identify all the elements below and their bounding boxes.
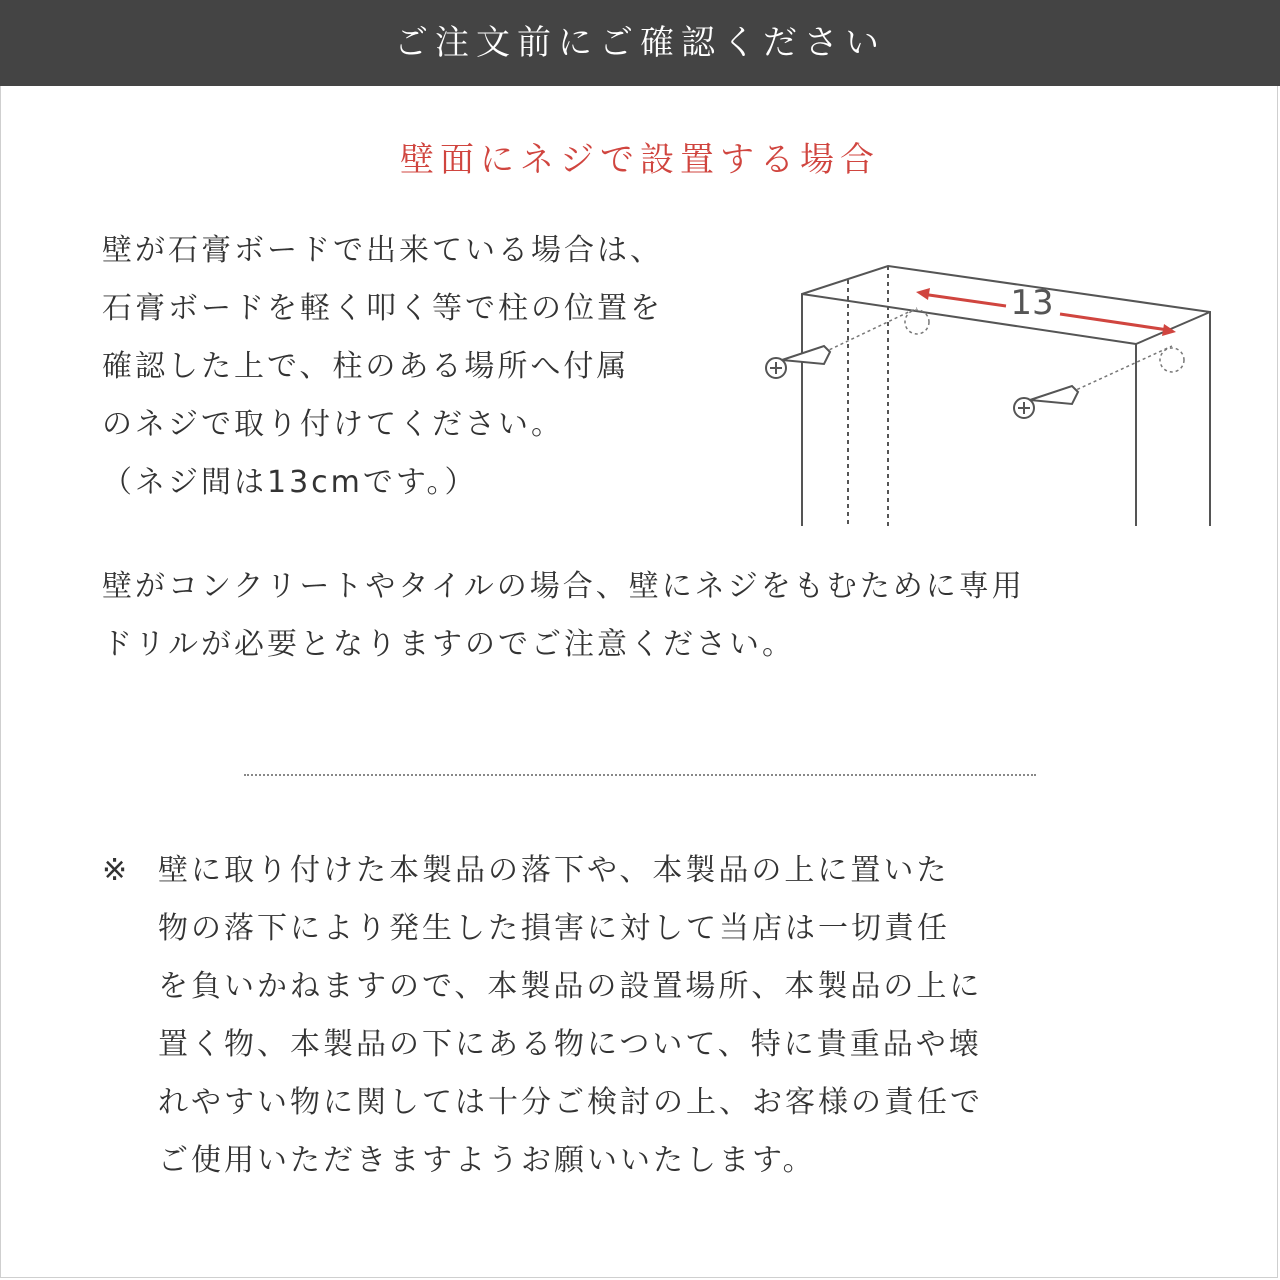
instruction-text [102, 222, 792, 512]
screw-hole-right [1160, 348, 1184, 372]
notice-line: を負いかねますので、本製品の設置場所、本製品の上に [158, 969, 983, 1004]
instruction-line: 壁が石膏ボードで出来ている場合は、 [102, 233, 663, 268]
header-title: ご注文前にご確認ください [394, 23, 886, 63]
concrete-note-line: 壁がコンクリートやタイルの場合、壁にネジをもむために専用 [102, 569, 1025, 604]
screw-hole-left [905, 310, 929, 334]
notice-mark: ※ [102, 853, 128, 888]
concrete-note [102, 558, 1222, 674]
screw-icon-left [766, 346, 830, 378]
header-bar [0, 0, 1280, 86]
dotted-divider [244, 774, 1036, 776]
instruction-line: （ネジ間は13cmです。） [102, 465, 478, 500]
notice-line: 置く物、本製品の下にある物について、特に貴重品や壊 [158, 1027, 982, 1062]
notice-line: れやすい物に関しては十分ご検討の上、お客様の責任で [158, 1085, 983, 1120]
notice-line: 壁に取り付けた本製品の落下や、本製品の上に置いた [158, 853, 950, 888]
liability-notice [158, 842, 1158, 1190]
notice-line: ご使用いただきますようお願いいたします。 [158, 1143, 816, 1178]
instruction-line: のネジで取り付けてください。 [102, 407, 564, 442]
screw-icon-right [1014, 386, 1078, 418]
instruction-line: 確認した上で、柱のある場所へ付属 [102, 349, 630, 384]
instruction-line: 石膏ボードを軽く叩く等で柱の位置を [102, 291, 663, 326]
concrete-note-line: ドリルが必要となりますのでご注意ください。 [102, 627, 795, 662]
wall-mount-diagram [760, 256, 1220, 528]
dimension-label: 13 [1010, 283, 1054, 323]
section-title: 壁面にネジで設置する場合 [400, 140, 880, 180]
notice-line: 物の落下により発生した損害に対して当店は一切責任 [158, 911, 950, 946]
